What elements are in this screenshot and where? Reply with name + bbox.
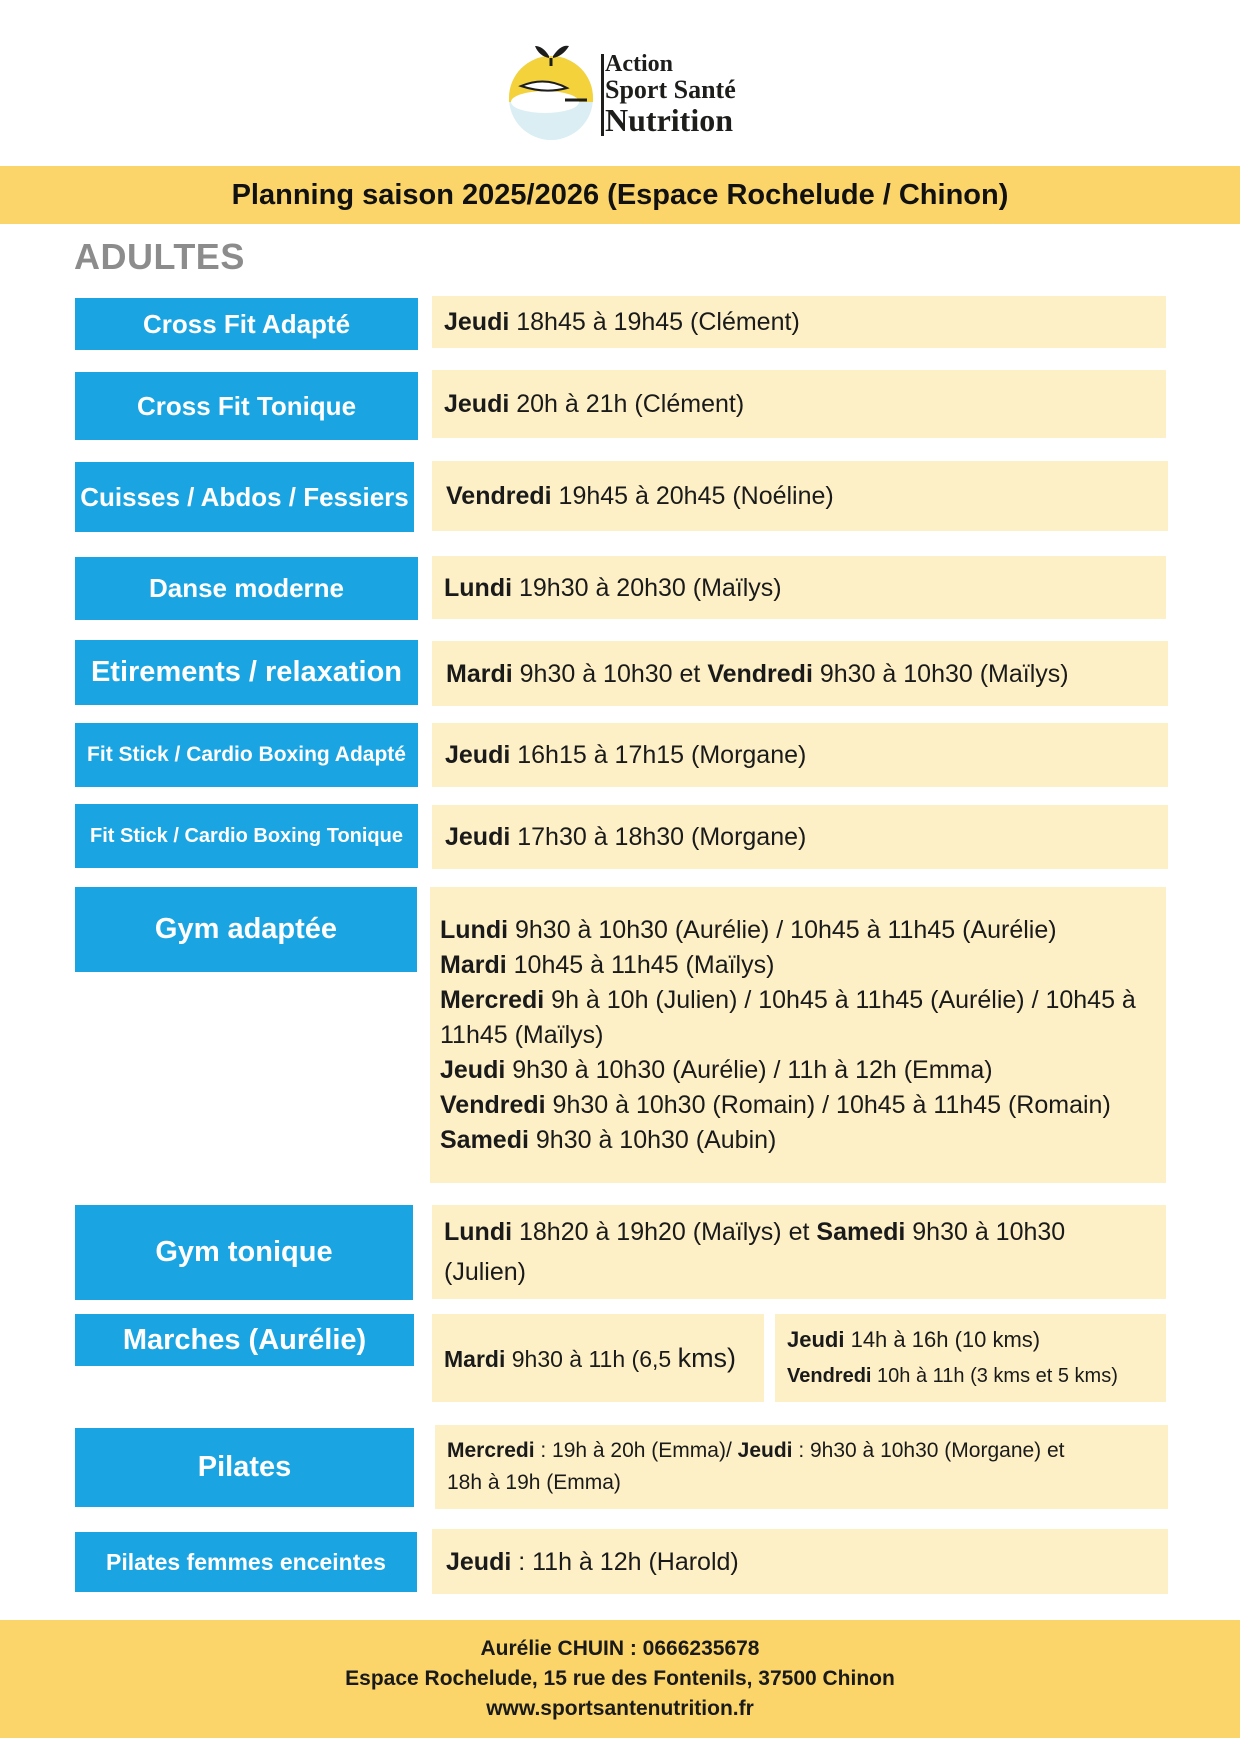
schedule-text: kms)	[677, 1342, 737, 1373]
logo-line-1: Action	[605, 51, 673, 77]
schedule-text: 9h30 à 10h30 (Aurélie) / 11h à 12h (Emma)	[505, 1055, 993, 1084]
schedule-line	[446, 476, 1168, 516]
schedule-line	[444, 1212, 1166, 1252]
day-label: Vendredi	[440, 1090, 546, 1119]
schedule-box	[432, 641, 1168, 706]
activity-label: Cuisses / Abdos / Fessiers	[75, 462, 414, 532]
schedule-line	[446, 1542, 1168, 1582]
footer-address: Espace Rochelude, 15 rue des Fontenils, 37500 Chinon	[345, 1667, 895, 1690]
schedule-line	[445, 817, 1168, 857]
logo-divider	[601, 54, 604, 136]
day-label: Jeudi	[444, 390, 510, 418]
day-label: Jeudi	[787, 1327, 845, 1352]
schedule-line	[447, 1435, 1168, 1467]
activity-label: Pilates femmes enceintes	[75, 1532, 417, 1592]
activity-label: Fit Stick / Cardio Boxing Adapté	[75, 723, 418, 787]
schedule-box	[435, 1425, 1168, 1509]
logo-line-2: Sport Santé	[605, 75, 736, 104]
activity-label: Gym adaptée	[75, 887, 417, 972]
logo	[505, 36, 765, 146]
schedule-line	[444, 384, 1166, 424]
section-heading: ADULTES	[74, 236, 245, 277]
schedule-text: : 9h30 à 10h30 (Morgane) et	[792, 1439, 1065, 1462]
schedule-text: 18h20 à 19h20 (Maïlys) et	[512, 1218, 817, 1246]
schedule-box	[432, 723, 1168, 787]
schedule-text: 10h45 à 11h45 (Maïlys)	[506, 950, 775, 979]
marches-schedule-left	[432, 1314, 764, 1402]
schedule-text: 9h30 à 10h30 (Aubin)	[528, 1125, 777, 1154]
day-label: Jeudi	[445, 741, 511, 769]
schedule-box	[430, 887, 1166, 1183]
marches-right-line	[787, 1322, 1166, 1358]
logo-line-3: Nutrition	[605, 102, 733, 138]
schedule-box	[432, 370, 1166, 438]
schedule-text: 20h à 21h (Clément)	[509, 390, 745, 418]
schedule-line	[440, 913, 1166, 948]
page-title: Planning saison 2025/2026 (Espace Rochelude / Chinon)	[231, 178, 1009, 211]
day-label: Mardi	[440, 950, 507, 979]
day-label: Samedi	[816, 1218, 906, 1246]
day-label: Lundi	[444, 1218, 513, 1246]
footer	[0, 1620, 1240, 1738]
schedule-text: 16h15 à 17h15 (Morgane)	[510, 741, 807, 769]
schedule-box	[432, 461, 1168, 531]
schedule-text: 9h30 à 10h30 (Aurélie) / 10h45 à 11h45 (Aurélie)	[508, 915, 1057, 944]
marches-right-line	[787, 1358, 1166, 1394]
schedule-text: (Julien)	[444, 1258, 526, 1286]
schedule-text: 19h45 à 20h45 (Noéline)	[551, 482, 834, 510]
logo-emblem-icon	[505, 36, 605, 146]
day-label: Vendredi	[787, 1365, 872, 1387]
schedule-text: 14h à 16h (10 kms)	[844, 1327, 1041, 1352]
schedule-text: 10h à 11h (3 kms et 5 kms)	[871, 1365, 1118, 1387]
marches-left-line	[444, 1338, 764, 1379]
schedule-text: 18h à 19h (Emma)	[447, 1471, 621, 1494]
schedule-line	[446, 654, 1168, 694]
schedule-line	[444, 568, 1166, 608]
schedule-line	[440, 1123, 1166, 1158]
logo-wordmark	[605, 52, 736, 136]
schedule-line	[440, 983, 1166, 1018]
activity-label: Cross Fit Tonique	[75, 372, 418, 440]
schedule-line	[440, 1088, 1166, 1123]
day-label: Mardi	[444, 1345, 506, 1372]
day-label: Jeudi	[444, 308, 510, 336]
schedule-line	[440, 948, 1166, 983]
day-label: Mercredi	[440, 985, 545, 1014]
schedule-line	[440, 1053, 1166, 1088]
day-label: Vendredi	[446, 482, 552, 510]
schedule-text: 9h30 à 10h30	[905, 1218, 1066, 1246]
schedule-line	[444, 302, 1166, 342]
day-label: Jeudi	[446, 1547, 512, 1576]
schedule-box	[432, 1529, 1168, 1594]
schedule-text: 9h30 à 10h30 (Maïlys)	[812, 659, 1069, 688]
schedule-text: 19h30 à 20h30 (Maïlys)	[512, 573, 782, 602]
day-label: Lundi	[440, 915, 509, 944]
schedule-text: 9h30 à 11h (6,5	[505, 1345, 678, 1372]
activity-label: Fit Stick / Cardio Boxing Tonique	[75, 804, 418, 868]
schedule-text: 9h à 10h (Julien) / 10h45 à 11h45 (Aurélie) / 10h45 à	[544, 985, 1136, 1014]
day-label: Jeudi	[737, 1439, 793, 1462]
marches-schedule-right	[775, 1314, 1166, 1402]
day-label: Vendredi	[707, 659, 813, 688]
schedule-text: 9h30 à 10h30 et	[512, 659, 708, 688]
schedule-box	[432, 556, 1166, 619]
schedule-text: 18h45 à 19h45 (Clément)	[509, 308, 800, 336]
activity-label: Danse moderne	[75, 557, 418, 620]
day-label: Samedi	[440, 1125, 529, 1154]
day-label: Mercredi	[447, 1439, 535, 1462]
activity-label: Gym tonique	[75, 1205, 413, 1300]
schedule-line	[445, 735, 1168, 775]
day-label: Jeudi	[445, 823, 511, 851]
schedule-text: : 19h à 20h (Emma)/	[534, 1439, 738, 1462]
schedule-line	[440, 1018, 1166, 1053]
schedule-box	[432, 805, 1168, 869]
schedule-text: : 11h à 12h (Harold)	[511, 1547, 739, 1576]
activity-label: Cross Fit Adapté	[75, 298, 418, 350]
schedule-box	[432, 296, 1166, 348]
schedule-text: 17h30 à 18h30 (Morgane)	[510, 823, 807, 851]
schedule-text: 9h30 à 10h30 (Romain) / 10h45 à 11h45 (Romain)	[545, 1090, 1111, 1119]
title-band	[0, 166, 1240, 224]
day-label: Mardi	[446, 659, 513, 688]
activity-label: Pilates	[75, 1428, 414, 1507]
activity-label: Marches (Aurélie)	[75, 1314, 414, 1366]
footer-contact: Aurélie CHUIN : 0666235678	[480, 1637, 760, 1660]
activity-label: Etirements / relaxation	[75, 640, 418, 705]
day-label: Jeudi	[440, 1055, 506, 1084]
schedule-line	[447, 1467, 1168, 1499]
footer-website[interactable]: www.sportsantenutrition.fr	[486, 1697, 754, 1720]
schedule-line	[444, 1252, 1166, 1292]
schedule-box	[432, 1205, 1166, 1299]
schedule-text: 11h45 (Maïlys)	[440, 1020, 604, 1049]
day-label: Lundi	[444, 573, 513, 602]
